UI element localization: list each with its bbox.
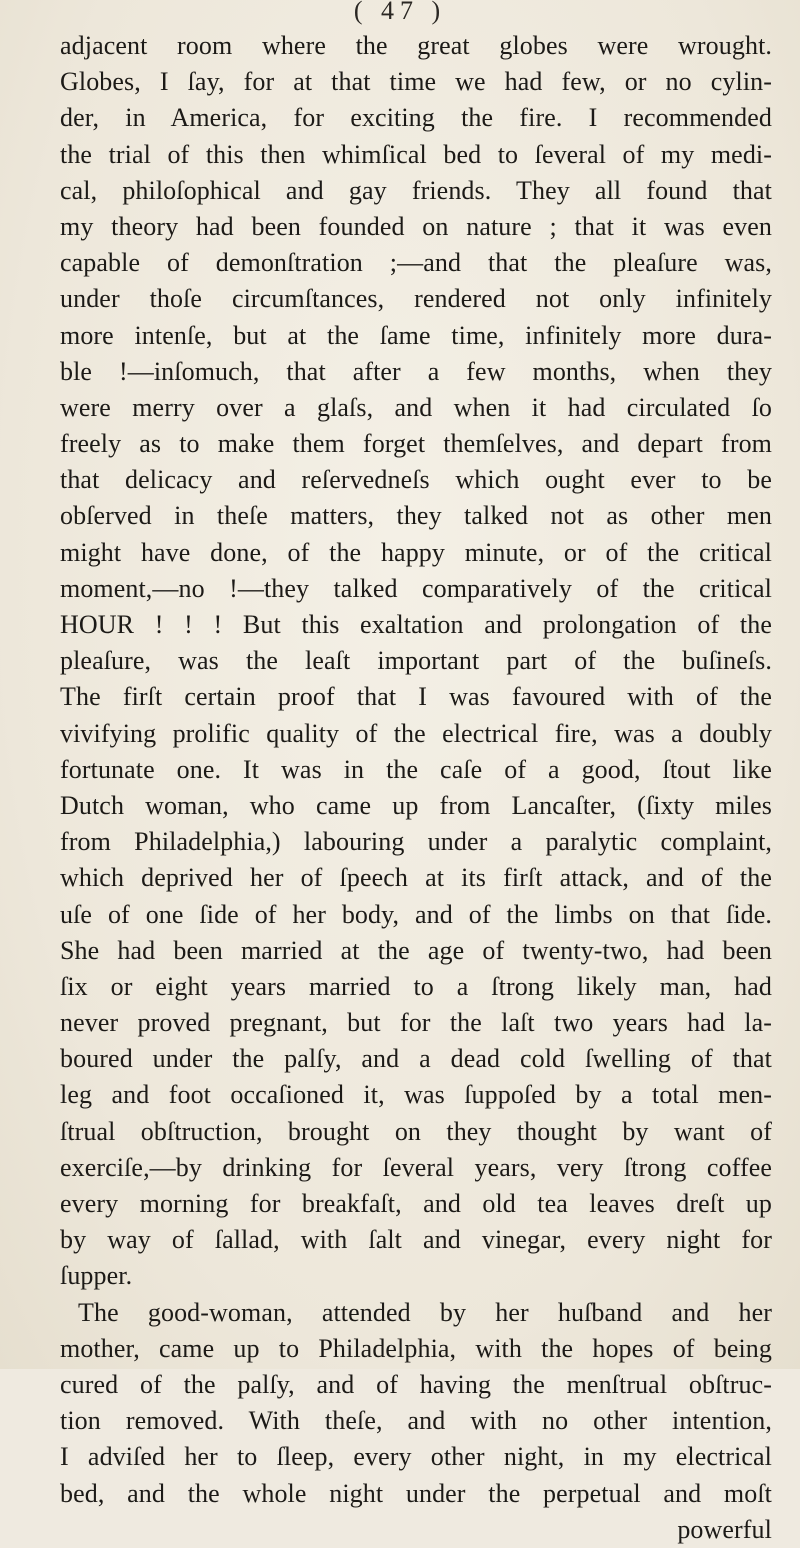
text-line-26: She had been married at the age of twenty-two, had been [60, 935, 772, 965]
text-line-12: freely as to make them forget themſelves, and depart from [60, 429, 772, 459]
text-line-35: ſupper. [60, 1261, 133, 1291]
text-line-9: more intenſe, but at the ſame time, infinitely more dura- [60, 320, 772, 350]
text-line-40: I adviſed her to ſleep, every other night, in my electrical [60, 1442, 772, 1472]
text-line-10: ble !—inſomuch, that after a few months, when they [60, 356, 772, 386]
text-line-30: leg and foot occaſioned it, was ſuppoſed by a total men- [60, 1080, 772, 1110]
text-line-14: obſerved in theſe matters, they talked not as other men [60, 501, 772, 531]
text-line-15: might have done, of the happy minute, or of the critical [60, 537, 772, 567]
text-line-19: The firſt certain proof that I was favoured with of the [60, 682, 772, 712]
text-line-37: mother, came up to Philadelphia, with the hopes of being [60, 1333, 772, 1363]
text-line-24: which deprived her of ſpeech at its firſt attack, and of the [60, 863, 772, 893]
text-line-33: every morning for breakfaſt, and old tea leaves dreſt up [60, 1189, 772, 1218]
text-line-23: from Philadelphia,) labouring under a paralytic complaint, [60, 827, 772, 857]
text-line-41: bed, and the whole night under the perpetual and moſt [60, 1478, 772, 1508]
text-line-17: HOUR ! ! ! But this exaltation and prolongation of the [60, 610, 772, 639]
text-line-39: tion removed. With theſe, and with no other intention, [60, 1406, 772, 1436]
text-line-6: my theory had been founded on nature ; that it was even [60, 211, 772, 241]
text-line-1: adjacent room where the great globes were wrought. [60, 31, 772, 60]
text-line-13: that delicacy and reſervedneſs which ought ever to be [60, 465, 772, 495]
text-line-7: capable of demonſtration ;—and that the pleaſure was, [60, 248, 772, 278]
text-line-25: uſe of one ſide of her body, and of the limbs on that ſide. [60, 899, 772, 929]
text-line-29: boured under the palſy, and a dead cold ſwelling of that [60, 1044, 772, 1074]
text-line-31: ſtrual obſtruction, brought on they thought by want of [60, 1116, 772, 1146]
text-line-28: never proved pregnant, but for the laſt two years had la- [60, 1008, 772, 1038]
text-line-2: Globes, I ſay, for at that time we had few, or no cylin- [60, 67, 772, 97]
text-line-36: The good-woman, attended by her huſband and her [78, 1297, 772, 1327]
text-line-3: der, in America, for exciting the fire. I recommended [60, 103, 772, 133]
text-line-20: vivifying prolific quality of the electrical fire, was a doubly [60, 718, 772, 748]
text-line-21: fortunate one. It was in the caſe of a good, ſtout like [60, 754, 772, 784]
text-line-18: pleaſure, was the leaſt important part of the buſineſs. [60, 646, 772, 676]
page-number-header: ( 47 ) [353, 0, 447, 25]
text-line-5: cal, philoſophical and gay friends. They all found that [60, 175, 772, 205]
text-line-8: under thoſe circumſtances, rendered not only infinitely [60, 284, 772, 314]
text-line-38: cured of the palſy, and of having the menſtrual obſtruc- [60, 1369, 772, 1399]
text-line-27: ſix or eight years married to a ſtrong likely man, had [60, 971, 772, 1001]
catchword: powerful [677, 1514, 772, 1544]
text-line-22: Dutch woman, who came up from Lancaſter, (ſixty miles [60, 790, 772, 820]
text-line-4: the trial of this then whimſical bed to ſeveral of my medi- [60, 139, 772, 169]
text-line-34: by way of ſallad, with ſalt and vinegar, every night for [60, 1225, 772, 1255]
page-body-text [60, 28, 772, 1548]
text-line-16: moment,—no !—they talked comparatively of the critical [60, 573, 772, 603]
text-line-32: exerciſe,—by drinking for ſeveral years, very ſtrong coffee [60, 1152, 772, 1182]
text-line-11: were merry over a glaſs, and when it had circulated ſo [60, 392, 772, 422]
